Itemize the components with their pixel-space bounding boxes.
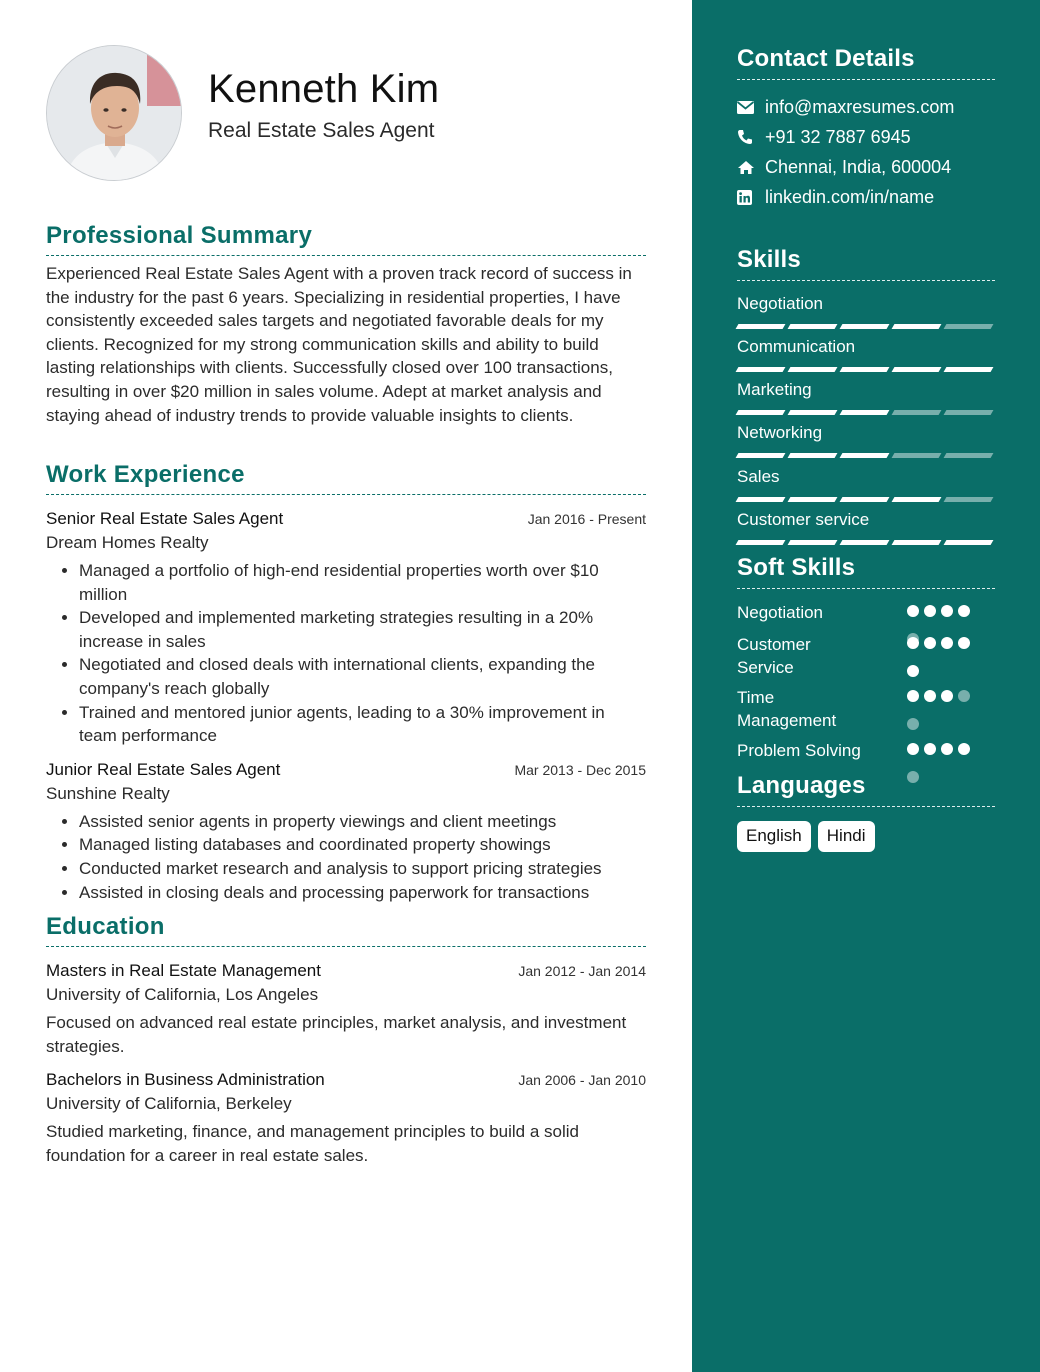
contact-section [737, 45, 995, 212]
section-divider [46, 946, 646, 947]
summary-heading: Professional Summary [46, 222, 313, 249]
envelope-icon [737, 101, 765, 114]
degree-title: Bachelors in Business Administration [46, 1070, 325, 1090]
language-tag: English [737, 821, 811, 852]
job-bullet: • Assisted in closing deals and processing paperwork for transactions [79, 881, 646, 905]
education-entry [46, 1070, 646, 1167]
education-heading: Education [46, 913, 165, 940]
experience-heading: Work Experience [46, 461, 245, 488]
skill-item [737, 423, 995, 467]
skill-level-segment [840, 540, 890, 545]
soft-skill-rating [907, 690, 987, 746]
skill-level-segment [892, 410, 942, 415]
skill-level-segment [736, 453, 786, 458]
skill-item [737, 337, 995, 380]
skill-level-segment [736, 367, 786, 372]
rating-dot [907, 665, 919, 677]
skill-level-segment [840, 453, 890, 458]
soft-skills-section [737, 554, 995, 769]
skill-level-segment [892, 497, 942, 502]
job-bullet: • Managed a portfolio of high-end residential properties worth over $10 million [79, 559, 646, 606]
education-description: Focused on advanced real estate principles, market analysis, and investment strategies. [46, 1013, 627, 1056]
job-bullet: • Trained and mentored junior agents, leading to a 30% improvement in team performance [79, 701, 646, 748]
education-date: Jan 2006 - Jan 2010 [518, 1072, 646, 1089]
rating-dot [907, 637, 919, 649]
skill-level-bar [737, 453, 995, 458]
skill-level-segment [736, 324, 786, 329]
skill-level-segment [788, 410, 838, 415]
email-text: info@maxresumes.com [765, 96, 955, 117]
linkedin-icon [737, 190, 765, 205]
skill-level-segment [892, 453, 942, 458]
skill-level-segment [788, 367, 838, 372]
skill-item [737, 294, 995, 337]
skill-level-segment [840, 324, 890, 329]
sidebar [692, 0, 1040, 1372]
education-date: Jan 2012 - Jan 2014 [518, 963, 646, 979]
skill-level-segment [736, 410, 786, 415]
skills-list [737, 294, 995, 553]
education-entry [46, 961, 646, 1058]
skill-item [737, 467, 995, 510]
skill-name: Communication [737, 337, 856, 356]
soft-skill-name: Problem Solving [737, 741, 861, 760]
soft-skill-item [737, 686, 995, 739]
skills-heading: Skills [737, 246, 801, 273]
contact-linkedin[interactable] [737, 182, 995, 212]
rating-dot [907, 718, 919, 730]
job-bullets [46, 559, 646, 748]
job-title: Junior Real Estate Sales Agent [46, 759, 281, 779]
rating-dot [907, 690, 919, 702]
skill-level-segment [736, 497, 786, 502]
rating-dot [924, 690, 936, 702]
school-name: University of California, Los Angeles [46, 985, 319, 1004]
rating-dot [941, 605, 953, 617]
skill-level-segment [944, 453, 994, 458]
rating-dot [958, 605, 970, 617]
skill-item [737, 380, 995, 423]
soft-skill-name: Customer Service [737, 635, 811, 677]
skill-level-segment [892, 540, 942, 545]
rating-dot [958, 743, 970, 755]
soft-skill-item [737, 633, 995, 686]
home-icon [737, 160, 765, 175]
rating-dot [958, 637, 970, 649]
job-title: Senior Real Estate Sales Agent [46, 509, 284, 528]
skill-level-bar [737, 540, 995, 545]
contact-phone[interactable] [737, 122, 995, 152]
skill-name: Networking [737, 423, 823, 442]
section-divider [737, 280, 995, 281]
skill-level-segment [788, 540, 838, 545]
linkedin-text: linkedin.com/in/name [765, 186, 935, 207]
rating-dot [924, 743, 936, 755]
education-section [46, 913, 646, 1167]
skill-level-segment [788, 497, 838, 502]
phone-icon [737, 129, 765, 145]
skill-level-segment [840, 497, 890, 502]
skill-level-bar [737, 367, 995, 372]
skill-level-segment [840, 410, 890, 415]
profile-photo [46, 45, 182, 181]
soft-skill-name: Time Management [737, 688, 837, 730]
job-company: Dream Homes Realty [46, 533, 209, 552]
languages-section [737, 772, 995, 852]
skill-level-segment [944, 410, 994, 415]
section-divider [46, 255, 646, 256]
skill-level-bar [737, 497, 995, 502]
location-text: Chennai, India, 600004 [765, 156, 952, 177]
candidate-name: Kenneth Kim [208, 67, 440, 111]
skills-section [737, 246, 995, 553]
contact-location [737, 152, 995, 182]
job-bullets [46, 810, 646, 904]
job-bullet: • Developed and implemented marketing strategies resulting in a 20% increase in sales [79, 606, 646, 653]
skill-level-bar [737, 324, 995, 329]
job-bullet: • Conducted market research and analysis to support pricing strategies [79, 857, 646, 881]
rating-dot [941, 637, 953, 649]
skill-level-segment [788, 324, 838, 329]
language-tags [737, 821, 995, 852]
skill-name: Marketing [737, 380, 812, 399]
job-date: Jan 2016 - Present [527, 511, 646, 527]
school-name: University of California, Berkeley [46, 1094, 292, 1114]
degree-title: Masters in Real Estate Management [46, 961, 321, 980]
job-entry [46, 509, 646, 748]
job-date: Mar 2013 - Dec 2015 [514, 761, 646, 778]
summary-text: Experienced Real Estate Sales Agent with a proven track record of success in the industry for the past 6 years. Specializing in residential properties, I have consistently exceeded sales targets and negotiated favorable deals for my clients. Recognized for my strong communication skills and ability to build lasting relationships with clients. Successfully closed over 100 transactions, resulting in over $20 million in sales volume. Adept at market analysis and staying ahead of industry trends to provide valuable insights to clients. [46, 264, 632, 425]
language-tag: Hindi [818, 821, 875, 852]
contact-heading: Contact Details [737, 45, 915, 72]
skill-level-segment [788, 453, 838, 458]
rating-dot [907, 743, 919, 755]
skill-item [737, 510, 995, 553]
skill-level-segment [944, 540, 994, 545]
skill-level-segment [736, 540, 786, 545]
section-divider [737, 588, 995, 589]
job-bullet: • Negotiated and closed deals with international clients, expanding the company's reach globally [79, 653, 646, 700]
job-bullet: • Managed listing databases and coordinated property showings [79, 833, 646, 857]
resume-header [46, 45, 666, 183]
skill-level-segment [944, 497, 994, 502]
rating-dot [924, 637, 936, 649]
skill-name: Negotiation [737, 294, 824, 313]
rating-dot [941, 690, 953, 702]
section-divider [737, 806, 995, 807]
skill-level-segment [892, 367, 942, 372]
skill-level-segment [892, 324, 942, 329]
phone-text: +91 32 7887 6945 [765, 126, 911, 147]
section-divider [46, 494, 646, 495]
summary-section [46, 222, 646, 427]
education-description: Studied marketing, finance, and management principles to build a solid foundation for a career in real estate sales. [46, 1122, 579, 1165]
rating-dot [941, 743, 953, 755]
skill-name: Customer service [737, 510, 870, 529]
skill-level-segment [944, 324, 994, 329]
soft-skill-item [737, 601, 995, 633]
avatar-portrait-icon [47, 46, 182, 181]
experience-section [46, 461, 646, 904]
soft-skill-name: Negotiation [737, 603, 824, 622]
rating-dot [907, 605, 919, 617]
skill-name: Sales [737, 467, 780, 486]
contact-email[interactable] [737, 92, 995, 122]
skill-level-segment [944, 367, 994, 372]
rating-dot [924, 605, 936, 617]
soft-skill-item [737, 739, 995, 769]
job-company: Sunshine Realty [46, 783, 170, 803]
candidate-title: Real Estate Sales Agent [208, 119, 435, 142]
languages-heading: Languages [737, 772, 866, 799]
job-bullet: • Assisted senior agents in property viewings and client meetings [79, 810, 646, 834]
soft-skills-heading: Soft Skills [737, 554, 856, 581]
skill-level-bar [737, 410, 995, 415]
job-entry [46, 760, 646, 904]
section-divider [737, 79, 995, 80]
skill-level-segment [840, 367, 890, 372]
rating-dot [958, 690, 970, 702]
soft-skill-rating [907, 637, 987, 693]
